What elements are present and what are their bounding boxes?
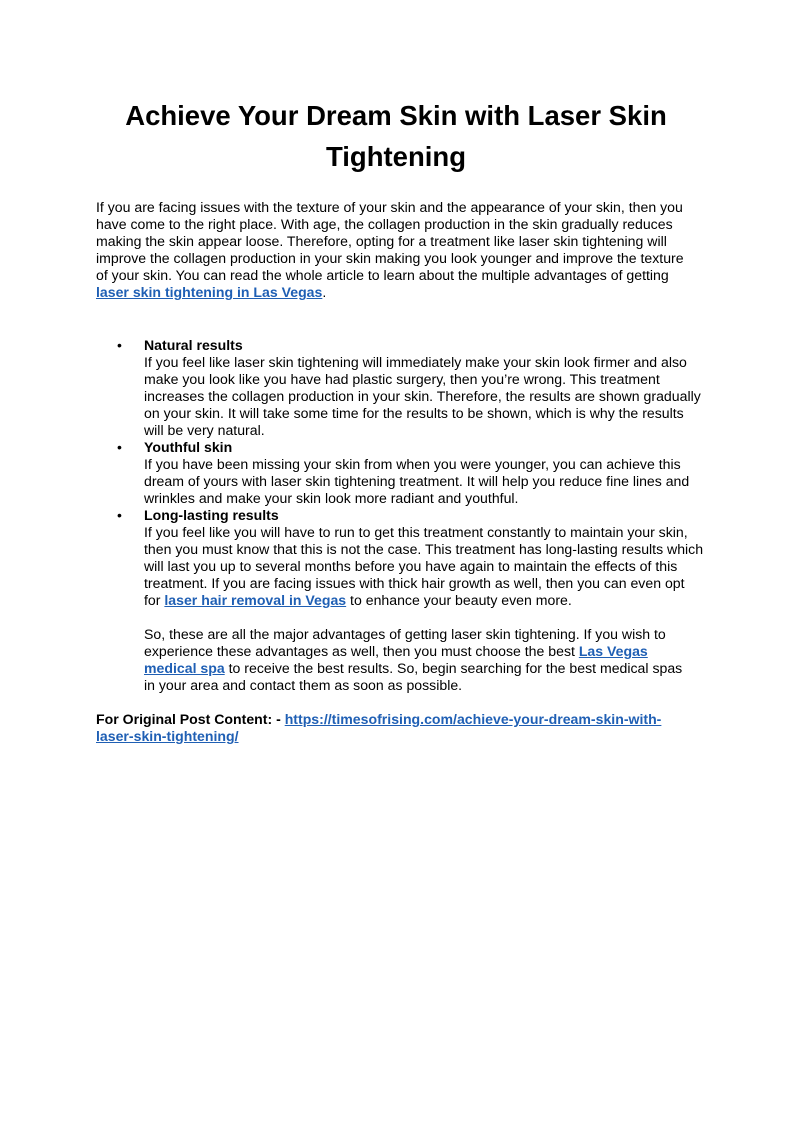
benefit-text-before: If you feel like you will have to run to get this treatment constantly to maintain your skin, then you must know that this is not the case. This treatment has long-lasting results which will last you up to several months before you have again to maintain the effects of this treatment. If you are facing issues with thick hair growth as well, then you can even opt for: [144, 524, 704, 608]
bullet-icon: •: [117, 337, 122, 353]
benefit-heading: Long-lasting results: [144, 507, 279, 523]
medical-spa-link[interactable]: Las Vegas medical spa: [144, 643, 648, 676]
source-line: [96, 711, 696, 745]
benefits-list: [96, 337, 704, 609]
bullet-icon: •: [117, 507, 122, 523]
conclusion-text-after: to receive the best results. So, begin searching for the best medical spas in your area and contact them as soon as possible.: [144, 660, 683, 693]
benefit-text: If you have been missing your skin from when you were younger, you can achieve this dream of yours with laser skin tightening treatment. It will help you reduce fine lines and wrinkles and make your skin look more radiant and youthful.: [144, 456, 690, 506]
conclusion-paragraph: [144, 626, 694, 694]
intro-text: If you are facing issues with the texture of your skin and the appearance of your skin, then you have come to the right place. With age, the collagen production in the skin gradually reduces making the skin appear loose. Therefore, opting for a treatment like laser skin tightening will improve the collagen production in your skin making you look younger and improve the texture of your skin. You can read the whole article to learn about the multiple advantages of getting: [96, 199, 684, 283]
intro-suffix: .: [322, 284, 327, 300]
benefit-text-after: to enhance your beauty even more.: [346, 592, 572, 608]
conclusion-text-before: So, these are all the major advantages of getting laser skin tightening. If you wish to experience these advantages as well, then you must choose the best: [144, 626, 666, 659]
laser-skin-tightening-link[interactable]: laser skin tightening in Las Vegas: [96, 284, 323, 300]
source-url-link[interactable]: https://timesofrising.com/achieve-your-dream-skin-with-laser-skin-tightening/: [96, 711, 662, 744]
document-page: [96, 95, 704, 745]
benefit-text: If you feel like laser skin tightening will immediately make your skin look firmer and also make you look like you have had plastic surgery, then you’re wrong. This treatment increases the collagen production in your skin. Therefore, the results are shown gradually on your skin. It will take some time for the results to be shown, which is why the results will be very natural.: [144, 354, 701, 438]
source-label: For Original Post Content: -: [96, 711, 285, 727]
laser-hair-removal-link[interactable]: laser hair removal in Vegas: [164, 592, 347, 608]
benefit-heading: Youthful skin: [144, 439, 233, 455]
list-item: [96, 507, 704, 609]
list-item: [96, 337, 700, 439]
intro-paragraph: [96, 199, 696, 301]
list-item: [96, 439, 700, 507]
benefit-text: [144, 524, 704, 609]
benefit-heading: Natural results: [144, 337, 243, 353]
bullet-icon: •: [117, 439, 122, 455]
page-title: Achieve Your Dream Skin with Laser Skin Tightening: [125, 100, 667, 172]
